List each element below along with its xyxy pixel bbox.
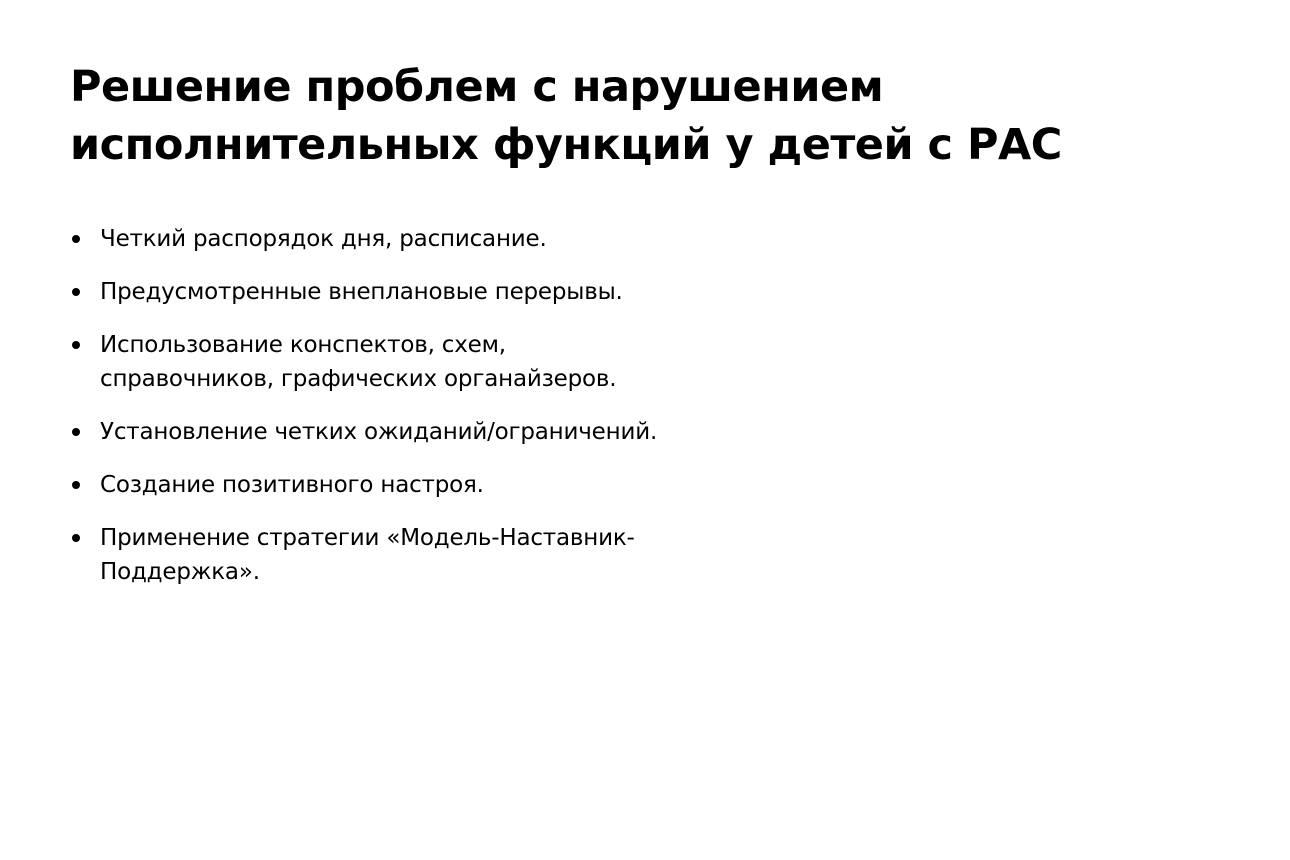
slide-title [70, 58, 1170, 174]
bullet-dot-icon [72, 534, 80, 542]
bullet-dot-icon [72, 341, 80, 349]
bullet-item-breaks [70, 275, 870, 309]
bullet-text [100, 328, 870, 396]
slide-title-line: Решение проблем с нарушением [70, 62, 884, 112]
bullet-text-line: Использование конспектов, схем, [100, 332, 506, 358]
bullet-text-line: справочников, графических органайзеров. [100, 366, 617, 392]
bullet-text-line: Применение стратегии «Модель-Наставник- [100, 525, 635, 551]
bullet-item-organizers [70, 328, 870, 396]
bullet-dot-icon [72, 428, 80, 436]
bullet-text [100, 521, 870, 589]
bullet-text-line: Четкий распорядок дня, расписание. [100, 226, 547, 252]
bullet-text-line: Предусмотренные внеплановые перерывы. [100, 279, 623, 305]
bullet-text [100, 415, 870, 449]
bullet-text-line: Создание позитивного настроя. [100, 472, 484, 498]
bullet-text [100, 275, 870, 309]
bullet-list [70, 222, 870, 608]
bullet-item-positive-mood [70, 468, 870, 502]
bullet-text [100, 222, 870, 256]
slide-title-line: исполнительных функций у детей с РАС [70, 120, 1062, 170]
bullet-text-line: Поддержка». [100, 559, 260, 585]
bullet-item-expectations [70, 415, 870, 449]
bullet-dot-icon [72, 235, 80, 243]
bullet-dot-icon [72, 288, 80, 296]
bullet-text [100, 468, 870, 502]
bullet-item-daily-routine [70, 222, 870, 256]
bullet-item-strategy [70, 521, 870, 589]
bullet-dot-icon [72, 481, 80, 489]
bullet-text-line: Установление четких ожиданий/ограничений. [100, 419, 658, 445]
